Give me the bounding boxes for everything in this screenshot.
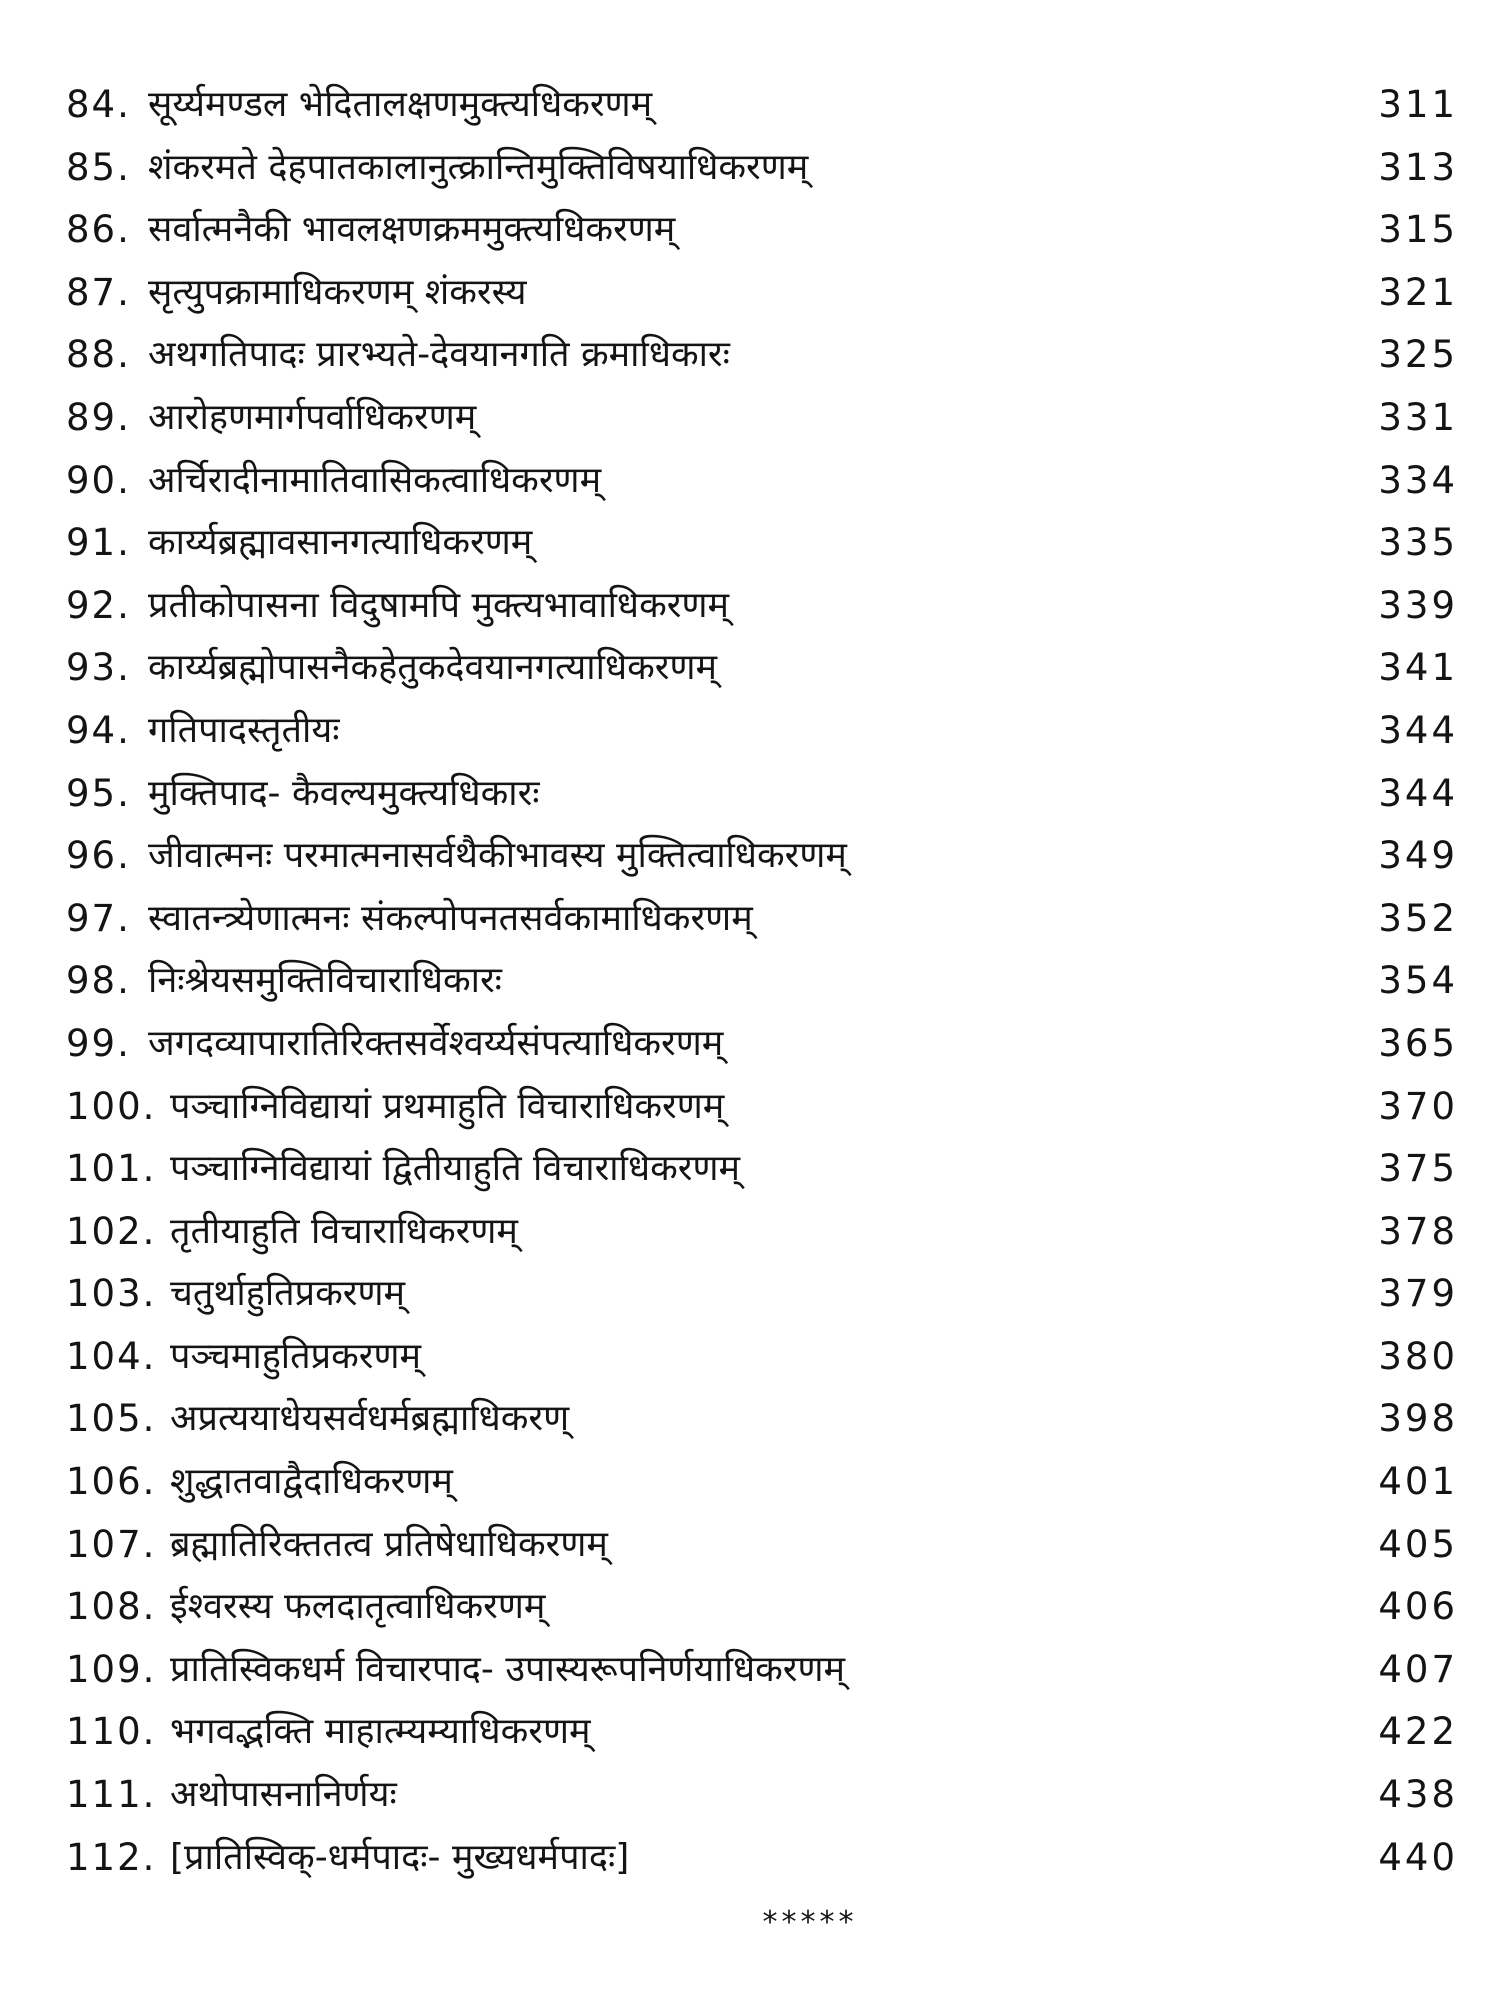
toc-entry-title: पञ्चाग्निविद्यायां प्रथमाहुति विचाराधिकरणम्: [170, 1085, 725, 1127]
toc-entry-number: 103.: [66, 1272, 157, 1316]
toc-entry: [66, 450, 1466, 513]
toc-entry-page-number: 315: [1378, 208, 1458, 252]
toc-entry-title: आरोहणमार्गपर्वाधिकरणम्: [148, 396, 477, 438]
toc-entry: [66, 1639, 1466, 1702]
toc-entry-page-number: 438: [1378, 1773, 1458, 1817]
toc-entry-page-number: 321: [1378, 270, 1458, 314]
toc-entry-number: 94.: [66, 708, 131, 752]
toc-entry-number: 99.: [66, 1021, 131, 1065]
toc-entry-page-number: 380: [1378, 1334, 1458, 1378]
toc-entry-page-number: 349: [1378, 834, 1458, 878]
toc-entry-number: 98.: [66, 959, 131, 1003]
toc-entry-number: 102.: [66, 1209, 157, 1253]
toc-entry-title: अर्चिरादीनामातिवासिकत्वाधिकरणम्: [148, 459, 602, 501]
toc-entry: [66, 637, 1466, 700]
toc-entry: [66, 1076, 1466, 1139]
toc-entry: [66, 387, 1466, 450]
toc-entry-page-number: 331: [1378, 395, 1458, 439]
toc-entry-number: 90.: [66, 458, 131, 502]
toc-entry-title: जगदव्यापारातिरिक्तसर्वेश्वर्य्यसंपत्याधिकरणम्: [148, 1022, 724, 1064]
toc-entry-title: सूर्य्यमण्डल भेदितालक्षणमुक्त्यधिकरणम्: [148, 84, 653, 125]
toc-entry: [66, 1388, 1466, 1451]
toc-entry: [66, 1326, 1466, 1389]
toc-entry-page-number: 406: [1378, 1585, 1458, 1629]
toc-entry: [66, 825, 1466, 888]
toc-entry-title: अथोपासनानिर्णयः: [170, 1774, 397, 1816]
toc-entry: [66, 1576, 1466, 1639]
toc-entry-title: प्रातिस्विकधर्म विचारपाद- उपास्यरूपनिर्णयाधिकरणम्: [170, 1648, 846, 1690]
toc-entry-title: प्रतीकोपासना विदुषामपि मुक्त्यभावाधिकरणम्: [148, 584, 729, 626]
toc-entry-number: 88.: [66, 333, 131, 377]
toc-entry: [66, 262, 1466, 325]
toc-entry: [66, 763, 1466, 826]
toc-entry-title: सर्वात्मनैकी भावलक्षणक्रममुक्त्यधिकरणम्: [148, 209, 676, 251]
toc-entry: [66, 1451, 1466, 1514]
toc-entry-title: तृतीयाहुति विचाराधिकरणम्: [170, 1210, 518, 1252]
toc-entry-number: 104.: [66, 1334, 157, 1378]
toc-entry: [66, 1138, 1466, 1201]
toc-entry-page-number: 344: [1378, 708, 1458, 752]
toc-entry-title: कार्य्यब्रह्मावसानगत्याधिकरणम्: [148, 522, 533, 564]
toc-entry-number: 93.: [66, 646, 131, 690]
toc-entry-page-number: 398: [1378, 1397, 1458, 1441]
toc-entry-page-number: 313: [1378, 145, 1458, 189]
toc-list: [66, 74, 1466, 1889]
toc-entry: [66, 512, 1466, 575]
toc-entry: [66, 137, 1466, 200]
toc-entry-number: 92.: [66, 583, 131, 627]
toc-entry-page-number: 344: [1378, 771, 1458, 815]
toc-entry-page-number: 334: [1378, 458, 1458, 502]
toc-entry-title: शुद्धातवाद्वैदाधिकरणम्: [170, 1461, 453, 1503]
toc-entry-title: भगवद्भक्ति माहात्म्यम्याधिकरणम्: [170, 1711, 591, 1753]
toc-entry-number: 111.: [66, 1773, 157, 1817]
toc-entry: [66, 1827, 1466, 1890]
toc-entry-title: गतिपादस्तृतीयः: [148, 709, 340, 751]
toc-entry-page-number: 335: [1378, 521, 1458, 565]
toc-entry-page-number: 422: [1378, 1710, 1458, 1754]
toc-entry-page-number: 352: [1378, 896, 1458, 940]
toc-entry-title: अप्रत्ययाधेयसर्वधर्मब्रह्माधिकरण्: [170, 1398, 570, 1440]
toc-entry-title: पञ्चमाहुतिप्रकरणम्: [170, 1335, 422, 1377]
toc-entry-number: 108.: [66, 1585, 157, 1629]
toc-entry-title: स्वातन्त्र्येणात्मनः संकल्पोपनतसर्वकामाधिकरणम्: [148, 897, 753, 939]
toc-entry-title: शंकरमते देहपातकालानुत्क्रान्तिमुक्तिविषयाधिकरणम्: [148, 146, 809, 188]
toc-entry-page-number: 401: [1378, 1460, 1458, 1504]
toc-entry-title: जीवात्मनः परमात्मनासर्वथैकीभावस्य मुक्तित्वाधिकरणम्: [148, 835, 847, 877]
toc-entry: [66, 74, 1466, 137]
toc-entry-number: 84.: [66, 83, 131, 126]
toc-entry-number: 91.: [66, 521, 131, 565]
toc-entry: [66, 1201, 1466, 1264]
toc-entry-page-number: 378: [1378, 1209, 1458, 1253]
toc-entry-number: 89.: [66, 395, 131, 439]
toc-entry-number: 110.: [66, 1710, 157, 1754]
toc-entry-number: 96.: [66, 834, 131, 878]
toc-entry-number: 86.: [66, 208, 131, 252]
toc-entry-number: 95.: [66, 771, 131, 815]
toc-entry-title: पञ्चाग्निविद्यायां द्वितीयाहुति विचाराधिकरणम्: [170, 1148, 741, 1190]
toc-entry-number: 112.: [66, 1835, 157, 1879]
toc-entry-number: 85.: [66, 145, 131, 189]
toc-entry-page-number: 375: [1378, 1147, 1458, 1191]
toc-entry: [66, 1263, 1466, 1326]
toc-entry-title: अथगतिपादः प्रारभ्यते-देवयानगति क्रमाधिकारः: [148, 334, 730, 376]
end-mark: *****: [762, 1905, 858, 1940]
toc-entry-page-number: 325: [1378, 333, 1458, 377]
toc-entry-number: 97.: [66, 896, 131, 940]
toc-entry: [66, 950, 1466, 1013]
toc-entry: [66, 1013, 1466, 1076]
toc-entry: [66, 199, 1466, 262]
toc-entry-title: चतुर्थाहुतिप्रकरणम्: [170, 1273, 406, 1315]
toc-entry: [66, 1514, 1466, 1577]
toc-entry-page-number: 339: [1378, 583, 1458, 627]
toc-entry: [66, 700, 1466, 763]
toc-entry-title: निःश्रेयसमुक्तिविचाराधिकारः: [148, 960, 502, 1002]
toc-entry-number: 101.: [66, 1147, 157, 1191]
toc-entry-number: 106.: [66, 1460, 157, 1504]
toc-entry-number: 87.: [66, 270, 131, 314]
toc-entry-title: सृत्युपक्रामाधिकरणम् शंकरस्य: [148, 271, 527, 313]
toc-entry-page-number: 379: [1378, 1272, 1458, 1316]
toc-entry: [66, 888, 1466, 951]
toc-entry-number: 109.: [66, 1647, 157, 1691]
toc-entry-title: ब्रह्मातिरिक्ततत्व प्रतिषेधाधिकरणम्: [170, 1523, 608, 1565]
toc-entry-number: 105.: [66, 1397, 157, 1441]
toc-entry-page-number: 370: [1378, 1084, 1458, 1128]
toc-entry-title: [प्रातिस्विक्-धर्मपादः- मुख्यधर्मपादः]: [170, 1836, 630, 1878]
toc-entry-page-number: 341: [1378, 646, 1458, 690]
toc-entry-number: 107.: [66, 1522, 157, 1566]
toc-entry-page-number: 354: [1378, 959, 1458, 1003]
toc-entry: [66, 324, 1466, 387]
toc-entry-page-number: 405: [1378, 1522, 1458, 1566]
toc-entry-page-number: 440: [1378, 1835, 1458, 1879]
toc-entry-number: 100.: [66, 1084, 157, 1128]
toc-entry-page-number: 365: [1378, 1021, 1458, 1065]
toc-entry: [66, 1764, 1466, 1827]
toc-entry-title: ईश्वरस्य फलदातृत्वाधिकरणम्: [170, 1586, 546, 1628]
toc-entry-page-number: 311: [1378, 83, 1458, 126]
toc-entry-page-number: 407: [1378, 1647, 1458, 1691]
toc-entry-title: कार्य्यब्रह्मोपासनैकहेतुकदेवयानगत्याधिकरणम्: [148, 647, 718, 689]
toc-entry-title: मुक्तिपाद- कैवल्यमुक्त्यधिकारः: [148, 772, 540, 814]
toc-entry: [66, 1701, 1466, 1764]
toc-entry: [66, 575, 1466, 638]
